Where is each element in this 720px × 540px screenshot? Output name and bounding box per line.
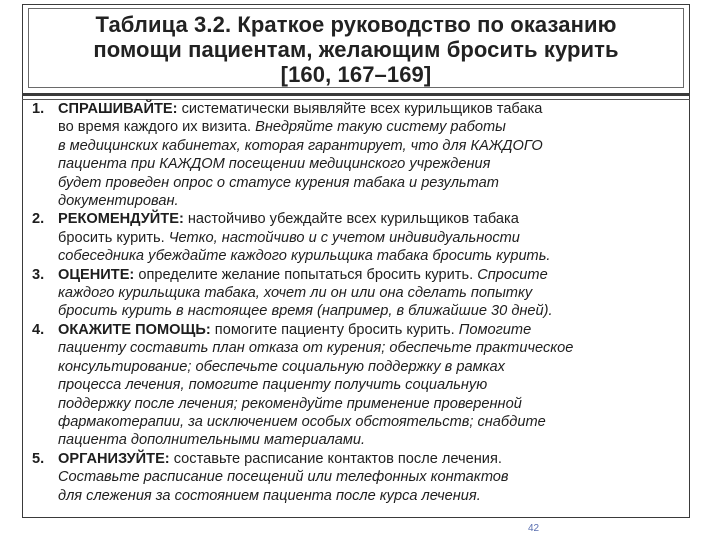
table-title-line-2: помощи пациентам, желающим бросить курить xyxy=(93,37,619,62)
item-text-italic: консультирование; обеспечьте социальную поддержку в рамках xyxy=(58,358,505,375)
item-text-italic: фармакотерапии, за исключением особых обстоятельств; снабдите xyxy=(58,413,546,430)
item-text-italic: будет проведен опрос о статусе курения табака и результат xyxy=(58,174,499,191)
item-heading: РЕКОМЕНДУЙТЕ: xyxy=(58,211,184,228)
item-text-italic: каждого курильщика табака, хочет ли он или она сделать попытку xyxy=(58,285,533,302)
item-number: 3. xyxy=(32,266,45,283)
item-text: составьте расписание контактов после лечения. xyxy=(169,450,502,467)
item-heading: ОЦЕНИТЕ: xyxy=(58,266,135,283)
table-title-references: [160, 167–169] xyxy=(280,62,432,87)
item-heading: ОРГАНИЗУЙТЕ: xyxy=(58,450,170,467)
header-divider xyxy=(22,93,690,96)
item-text-italic: пациента при КАЖДОМ посещении медицинского учреждения xyxy=(58,156,491,173)
item-text: во время каждого их визита. xyxy=(58,119,256,136)
item-text: настойчиво убеждайте всех курильщиков табака xyxy=(183,211,519,228)
item-number: 4. xyxy=(32,321,45,338)
item-text-italic: собеседника убеждайте каждого курильщика табака бросить курить. xyxy=(58,248,551,265)
item-text-italic: в медицинских кабинетах, которая гарантирует, что для КАЖДОГО xyxy=(58,137,543,154)
item-heading: ОКАЖИТЕ ПОМОЩЬ: xyxy=(58,321,211,338)
item-text: бросить курить. xyxy=(58,229,169,246)
list-item xyxy=(32,450,684,505)
item-text-italic: Помогите xyxy=(458,321,532,338)
item-text-italic: пациента дополнительными материалами. xyxy=(58,432,366,449)
item-text-italic: поддержку после лечения; рекомендуйте применение проверенной xyxy=(58,395,522,412)
item-text-italic: Спросите xyxy=(477,266,548,283)
item-text-italic: для слежения за состоянием пациента после курса лечения. xyxy=(58,487,481,504)
item-number: 5. xyxy=(32,450,45,467)
item-text-italic: пациенту составить план отказа от курения; обеспечьте практическое xyxy=(58,340,574,357)
list-item xyxy=(32,100,684,210)
item-text-italic: Составьте расписание посещений или телефонных контактов xyxy=(58,469,509,486)
item-text-italic: процесса лечения, помогите пациенту получить социальную xyxy=(58,377,488,394)
list-item xyxy=(32,266,684,321)
item-text-italic: документирован. xyxy=(58,193,179,210)
item-text-italic: бросить курить в настоящее время (например, в ближайшие 30 дней). xyxy=(58,303,553,320)
page-number: 42 xyxy=(528,523,540,534)
item-text: помогите пациенту бросить курить. xyxy=(210,321,459,338)
item-text: систематически выявляйте всех курильщиков табака xyxy=(177,101,543,117)
item-number: 1. xyxy=(32,101,45,117)
guide-content xyxy=(32,100,684,505)
list-item xyxy=(32,210,684,265)
list-item xyxy=(32,321,684,450)
item-text-italic: Внедряйте такую систему работы xyxy=(255,119,506,136)
table-title-line-1: Таблица 3.2. Краткое руководство по оказанию xyxy=(95,12,617,37)
table-title-box xyxy=(28,8,684,88)
item-text-italic: Четко, настойчиво и с учетом индивидуальности xyxy=(168,229,520,246)
item-heading: СПРАШИВАЙТЕ: xyxy=(58,101,178,117)
item-number: 2. xyxy=(32,211,45,228)
item-text: определите желание попытаться бросить курить. xyxy=(134,266,478,283)
